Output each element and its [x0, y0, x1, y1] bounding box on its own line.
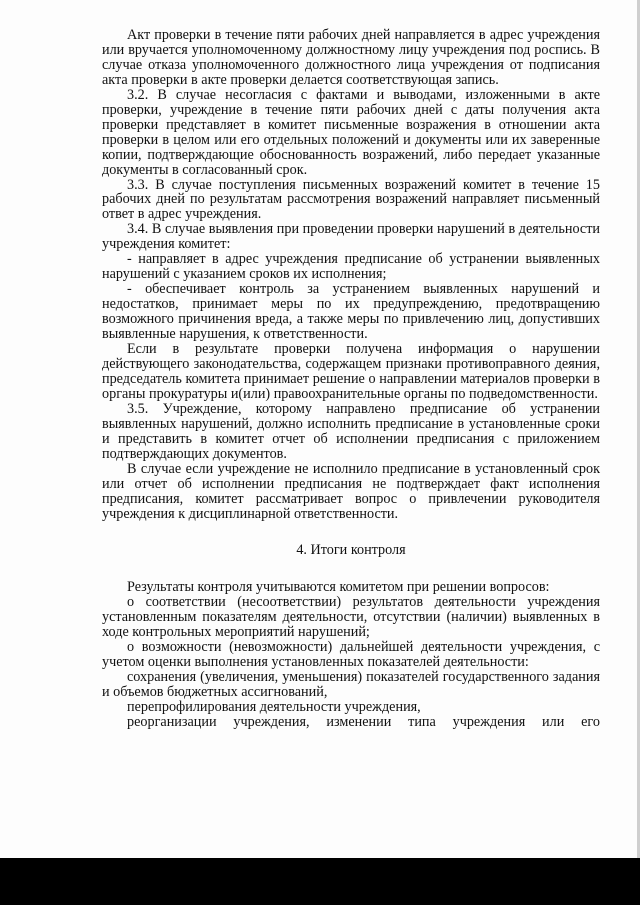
paragraph-possibility: о возможности (невозможности) дальнейшей деятельности учреждения, с учетом оценки выполнения установленных показателей деятельности:	[102, 639, 600, 671]
document-body	[102, 28, 600, 730]
paragraph-3-2-objections: 3.2. В случае несогласия с фактами и выводами, изложенными в акте проверки, учреждение в течение пяти рабочих дней с даты получения акта проверки представляет в комитет письменные возражения в отношении акта проверки в целом или его отдельных положений и документы или их заверенные копии, подтверждающие обоснованность возражений, либо передает указанные документы в согласованный срок.	[102, 86, 600, 178]
scan-bottom-border	[0, 858, 640, 905]
paragraph-non-execution: В случае если учреждение не исполнило предписание в установленный срок или отчет об исполнении предписания не подтверждает факт исполнения предписания, комитет рассматривает вопрос о привлечении руководителя учреждения к дисциплинарной ответственности.	[102, 460, 600, 522]
paragraph-compliance: о соответствии (несоответствии) результатов деятельности учреждения установленным показателям деятельности, отсутствии (наличии) выявленных в ходе контрольных мероприятий нарушений;	[102, 594, 600, 641]
paragraph-act-delivery: Акт проверки в течение пяти рабочих дней направляется в адрес учреждения или вручается уполномоченному должностному лицу учреждения под роспись. В случае отказа уполномоченного должностного лица учреждения от подписания акта проверки в акте проверки делается соответствующая запись.	[102, 27, 600, 88]
paragraph-results-intro: Результаты контроля учитываются комитетом при решении вопросов:	[127, 579, 550, 596]
section-heading: 4. Итоги контроля	[296, 542, 406, 559]
paragraph-law-violation: Если в результате проверки получена информация о нарушении действующего законодательства, содержащем признаки противоправного деяния, председатель комитета принимает решение о направлении материалов проверки в органы прокуратуры и(или) правоохранительные органы по подведомственности.	[102, 341, 600, 402]
paragraph-preservation: сохранения (увеличения, уменьшения) показателей государственного задания и объемов бюджетных ассигнований,	[102, 669, 600, 701]
paragraph-3-5-execution: 3.5. Учреждение, которому направлено предписание об устранении выявленных нарушений, должно исполнить предписание в установленные сроки и представить в комитет отчет об исполнении предписания с приложением подтверждающих документов.	[102, 400, 600, 462]
paragraph-reprofiling: перепрофилирования деятельности учреждения,	[127, 699, 421, 716]
list-item-control: - обеспечивает контроль за устранением выявленных нарушений и недостатков, принимает меры по их предупреждению, предотвращению возможного причинения вреда, а также меры по привлечению лиц, допустивших выявленные нарушения, к ответственности.	[102, 281, 600, 343]
paragraph-reorganization: реорганизации учреждения, изменении типа учреждения или его	[127, 713, 600, 730]
paragraph-3-3-response: 3.3. В случае поступления письменных возражений комитет в течение 15 рабочих дней по результатам рассмотрения возражений направляет письменный ответ в адрес учреждения.	[102, 176, 600, 223]
list-item-prescription: - направляет в адрес учреждения предписание об устранении выявленных нарушений с указанием сроков их исполнения;	[102, 251, 600, 283]
paragraph-3-4-violations: 3.4. В случае выявления при проведении проверки нарушений в деятельности учреждения комитет:	[102, 221, 600, 253]
